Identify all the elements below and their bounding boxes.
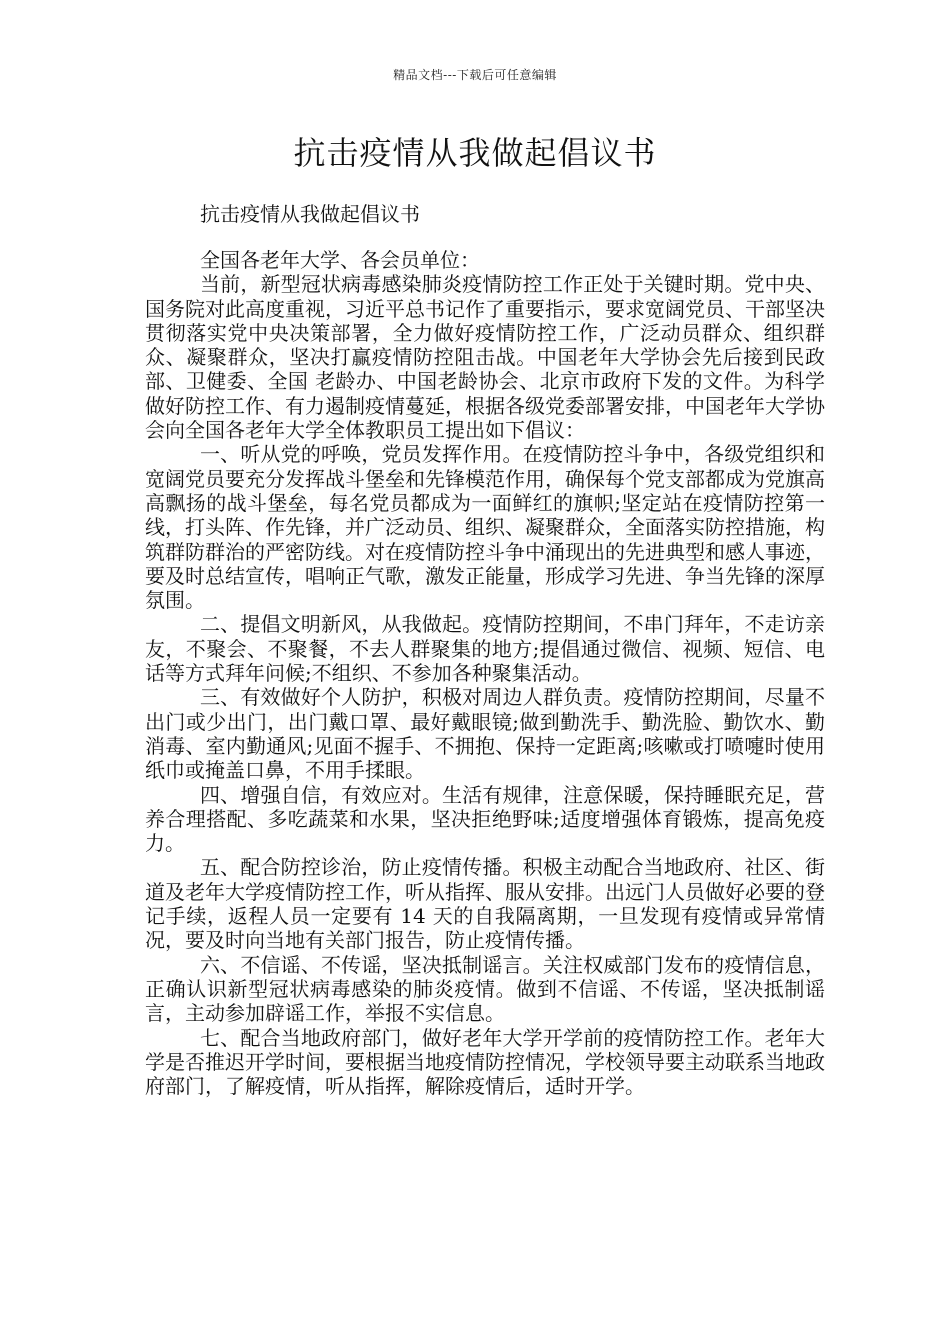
document-subtitle: 抗击疫情从我做起倡议书 bbox=[200, 202, 420, 226]
document-body bbox=[145, 248, 825, 1098]
page-header: 精品文档---下载后可任意编辑 bbox=[393, 68, 557, 82]
paragraph-item-6: 六、不信谣、不传谣，坚决抵制谣言。关注权威部门发布的疫情信息，正确认识新型冠状病毒感染的肺炎疫情。做到不信谣、不传谣，坚决抵制谣言，主动参加辟谣工作，举报不实信息。 bbox=[145, 952, 825, 1026]
paragraph-item-4: 四、增强自信，有效应对。生活有规律，注意保暖，保持睡眠充足，营养合理搭配、多吃蔬菜和水果，坚决拒绝野味;适度增强体育锻炼，提高免疫力。 bbox=[145, 782, 825, 856]
paragraph-item-5: 五、配合防控诊治，防止疫情传播。积极主动配合当地政府、社区、街道及老年大学疫情防控工作，听从指挥、服从安排。出远门人员做好必要的登记手续，返程人员一定要有 14 天的自我隔离期，一旦发现有疫情或异常情况，要及时向当地有关部门报告，防止疫情传播。 bbox=[145, 855, 825, 953]
paragraph-item-2: 二、提倡文明新风，从我做起。疫情防控期间，不串门拜年，不走访亲友，不聚会、不聚餐，不去人群聚集的地方;提倡通过微信、视频、短信、电话等方式拜年问候;不组织、不参加各种聚集活动。 bbox=[145, 612, 825, 686]
document-title: 抗击疫情从我做起倡议书 bbox=[293, 134, 657, 172]
paragraph-item-3: 三、有效做好个人防护，积极对周边人群负责。疫情防控期间，尽量不出门或少出门，出门戴口罩、最好戴眼镜;做到勤洗手、勤洗脸、勤饮水、勤消毒、室内勤通风;见面不握手、不拥抱、保持一定距离;咳嗽或打喷嚏时使用纸巾或掩盖口鼻，不用手揉眼。 bbox=[145, 685, 825, 783]
paragraph-item-1: 一、听从党的呼唤，党员发挥作用。在疫情防控斗争中，各级党组织和宽阔党员要充分发挥战斗堡垒和先锋模范作用，确保每个党支部都成为党旗高高飘扬的战斗堡垒，每名党员都成为一面鲜红的旗帜;坚定站在疫情防控第一线，打头阵、作先锋，并广泛动员、组织、凝聚群众，全面落实防控措施，构筑群防群治的严密防线。对在疫情防控斗争中涌现出的先进典型和感人事迹，要及时总结宣传，唱响正气歌，激发正能量，形成学习先进、争当先锋的深厚氛围。 bbox=[145, 442, 825, 613]
salutation: 全国各老年大学、各会员单位： bbox=[200, 248, 480, 272]
paragraph-intro: 当前，新型冠状病毒感染肺炎疫情防控工作正处于关键时期。党中央、国务院对此高度重视，习近平总书记作了重要指示，要求宽阔党员、干部坚决贯彻落实党中央决策部署，全力做好疫情防控工作，广泛动员群众、组织群众、凝聚群众，坚决打赢疫情防控阻击战。中国老年大学协会先后接到民政部、卫健委、全国 老龄办、中国老龄协会、北京市政府下发的文件。为科学做好防控工作、有力遏制疫情蔓延，根据各级党委部署安排，中国老年大学协会向全国各老年大学全体教职员工提出如下倡议： bbox=[145, 272, 825, 443]
paragraph-item-7: 七、配合当地政府部门，做好老年大学开学前的疫情防控工作。老年大学是否推迟开学时间，要根据当地疫情防控情况，学校领导要主动联系当地政府部门，了解疫情，听从指挥，解除疫情后，适时开学。 bbox=[145, 1025, 825, 1099]
